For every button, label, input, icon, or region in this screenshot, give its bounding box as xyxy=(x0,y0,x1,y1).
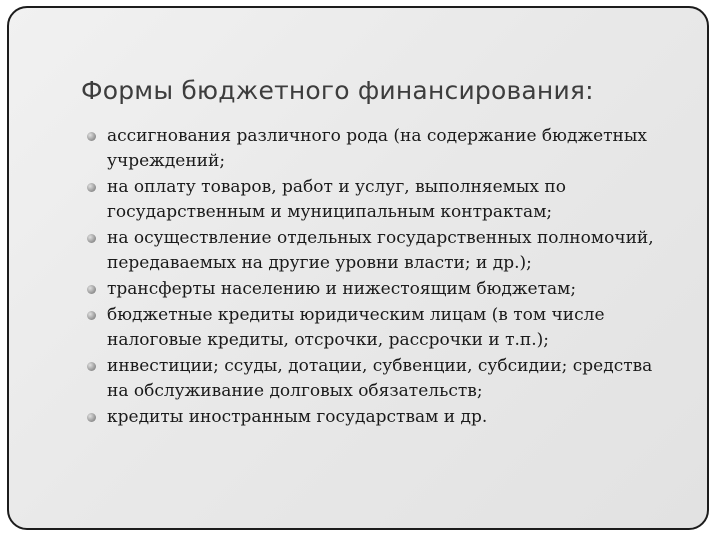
bullet-icon xyxy=(87,234,96,243)
bullet-icon xyxy=(87,132,96,141)
bullet-icon xyxy=(87,285,96,294)
bullet-icon xyxy=(87,362,96,371)
slide-title: Формы бюджетного финансирования: xyxy=(81,76,594,105)
bullet-text: трансферты населению и нижестоящим бюджетам; xyxy=(107,279,577,299)
bullet-text: на осуществление отдельных государственных полномочий, передаваемых на другие уровни власти; и др.); xyxy=(107,228,654,273)
slide xyxy=(7,6,709,530)
bullet-item xyxy=(87,226,667,276)
bullet-item xyxy=(87,277,667,302)
bullet-item xyxy=(87,405,667,430)
bullet-text: кредиты иностранным государствам и др. xyxy=(107,407,488,427)
bullet-item xyxy=(87,175,667,225)
bullet-icon xyxy=(87,183,96,192)
bullet-item xyxy=(87,354,667,404)
bullet-text: инвестиции; ссуды, дотации, субвенции, субсидии; средства на обслуживание долговых обязательств; xyxy=(107,356,653,401)
bullet-icon xyxy=(87,413,96,422)
bullet-text: бюджетные кредиты юридическим лицам (в том числе налоговые кредиты, отсрочки, рассрочки и т.п.); xyxy=(107,305,605,350)
bullet-item xyxy=(87,124,667,174)
bullet-list xyxy=(87,124,667,431)
bullet-item xyxy=(87,303,667,353)
bullet-icon xyxy=(87,311,96,320)
bullet-text: на оплату товаров, работ и услуг, выполняемых по государственным и муниципальным контрактам; xyxy=(107,177,566,222)
bullet-text: ассигнования различного рода (на содержание бюджетных учреждений; xyxy=(107,126,647,171)
